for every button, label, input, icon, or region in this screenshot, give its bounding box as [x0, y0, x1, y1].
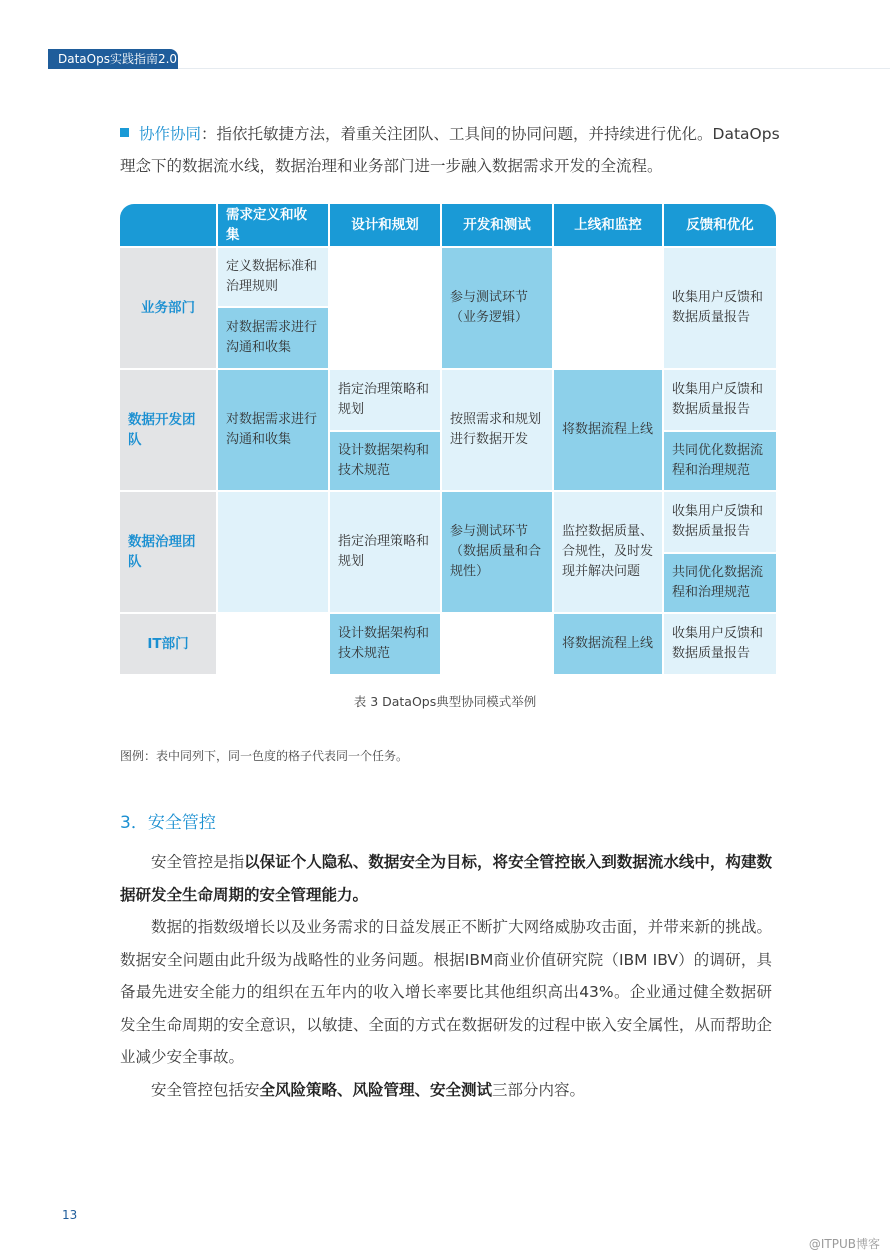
- table-cell: 设计数据架构和技术规范: [330, 432, 440, 490]
- table-cell-empty: [330, 248, 440, 368]
- table-cell-empty: [442, 614, 552, 674]
- collab-paragraph: [120, 118, 780, 182]
- table-cell: 收集用户反馈和数据质量报告: [664, 248, 776, 368]
- table-cell: 指定治理策略和规划: [330, 492, 440, 612]
- collab-text: ：指依托敏捷方法，着重关注团队、工具间的协同问题，并持续进行优化。DataOps理念下的数据流水线，数据治理和业务部门进一步融入数据需求开发的全流程。: [120, 125, 780, 175]
- table-cell: 对数据需求进行沟通和收集: [218, 308, 328, 368]
- table-corner-header: [120, 204, 216, 246]
- paragraph: 数据的指数级增长以及业务需求的日益发展正不断扩大网络威胁攻击面，并带来新的挑战。数据安全问题由此升级为战略性的业务问题。根据IBM商业价值研究院（IBM IBV）的调研，具备最先进安全能力的组织在五年内的收入增长率要比其他组织高出43%。企业通过健全数据研发全生命周期的安全意识，以敏捷、全面的方式在数据研发的过程中嵌入安全属性，从而帮助企业减少安全事故。: [120, 918, 772, 1066]
- watermark: @ITPUB博客: [808, 1237, 880, 1251]
- paragraph-text: 。: [352, 885, 369, 904]
- table-cell: 指定治理策略和规划: [330, 370, 440, 430]
- table-cell: 参与测试环节（业务逻辑）: [442, 248, 552, 368]
- table-legend: 图例：表中同列下，同一色度的格子代表同一个任务。: [120, 749, 409, 763]
- paragraph-text: 三部分内容。: [492, 1080, 586, 1099]
- table-cell-empty: [554, 248, 662, 368]
- table-cell: 共同优化数据流程和治理规范: [664, 432, 776, 490]
- square-bullet-icon: [120, 128, 129, 137]
- table-cell: 共同优化数据流程和治理规范: [664, 554, 776, 612]
- page-number: 13: [62, 1208, 78, 1222]
- table-cell: 设计数据架构和技术规范: [330, 614, 440, 674]
- row-label-it: IT部门: [120, 614, 216, 674]
- row-label-business: 业务部门: [120, 248, 216, 368]
- collaboration-table: [120, 204, 766, 664]
- column-header: 需求定义和收集: [218, 204, 328, 246]
- paragraph: [120, 846, 772, 911]
- paragraph-text: 安全管控包括安: [151, 1080, 260, 1099]
- paragraph-bold-text: 以保证个人隐私、数据安全为目标，将安全管控嵌入到数据流水线中，构建数据研发全生命周期的安全管理能力: [120, 853, 772, 904]
- table-cell: 将数据流程上线: [554, 614, 662, 674]
- table-cell: 将数据流程上线: [554, 370, 662, 490]
- row-label-gov-team: 数据治理团队: [120, 492, 216, 612]
- column-header: 上线和监控: [554, 204, 662, 246]
- paragraph: [120, 1074, 772, 1107]
- table-cell: 收集用户反馈和数据质量报告: [664, 492, 776, 552]
- row-label-dev-team: 数据开发团队: [120, 370, 216, 490]
- table-cell: 定义数据标准和治理规则: [218, 248, 328, 306]
- table-cell: 收集用户反馈和数据质量报告: [664, 370, 776, 430]
- collab-term: 协作协同: [139, 125, 202, 143]
- table-cell: 按照需求和规划进行数据开发: [442, 370, 552, 490]
- column-header: 反馈和优化: [664, 204, 776, 246]
- table-cell-empty: [218, 492, 328, 612]
- paragraph-bold-text: 全风险策略、风险管理、安全测试: [259, 1080, 493, 1099]
- table-cell-empty: [218, 614, 328, 674]
- table-caption: 表 3 DataOps典型协同模式举例: [353, 694, 537, 709]
- section-heading: 3．安全管控: [120, 813, 216, 833]
- table-cell: 监控数据质量、合规性，及时发现并解决问题: [554, 492, 662, 612]
- paragraph-text: 安全管控是指: [151, 853, 245, 871]
- table-cell: 对数据需求进行沟通和收集: [218, 370, 328, 490]
- table-cell: 参与测试环节（数据质量和合规性）: [442, 492, 552, 612]
- column-header: 设计和规划: [330, 204, 440, 246]
- table-cell: 收集用户反馈和数据质量报告: [664, 614, 776, 674]
- document-title-tab: DataOps实践指南2.0: [48, 49, 178, 69]
- column-header: 开发和测试: [442, 204, 552, 246]
- section-body: [120, 846, 772, 1106]
